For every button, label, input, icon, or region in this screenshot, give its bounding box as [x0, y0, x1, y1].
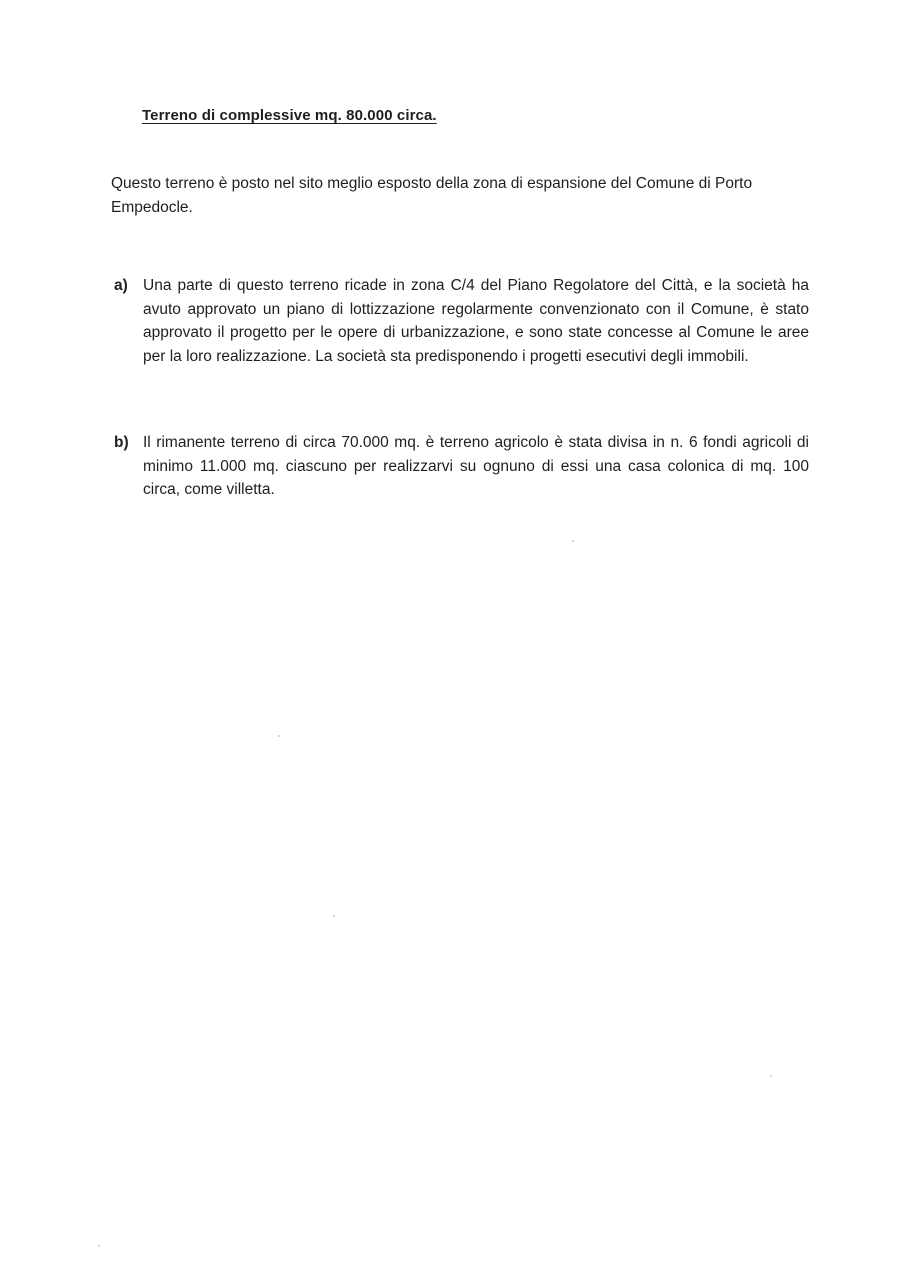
- scan-speck: [278, 735, 280, 737]
- scan-speck: [98, 1245, 100, 1247]
- document-title: Terreno di complessive mq. 80.000 circa.: [142, 107, 437, 124]
- scan-speck: [770, 1075, 772, 1077]
- scan-speck: [572, 540, 574, 542]
- intro-paragraph: Questo terreno è posto nel sito meglio esposto della zona di espansione del Comune di Porto Empedocle.: [111, 175, 753, 216]
- list-text-b: Il rimanente terreno di circa 70.000 mq. è terreno agricolo è stata divisa in n. 6 fondi agricoli di minimo 11.000 mq. ciascuno per realizzarvi su ognuno di essi una casa colonica di mq. 100 circa, come villetta.: [143, 434, 809, 498]
- list-marker-b: b): [114, 434, 129, 451]
- list-text-a: Una parte di questo terreno ricade in zona C/4 del Piano Regolatore del Città, e la società ha avuto approvato un piano di lottizzazione regolarmente convenzionato con il Comune, è stato approvato il progetto per le opere di urbanizzazione, e sono state concesse al Comune le aree per la loro realizzazione. La società sta predisponendo i progetti esecutivi degli immobili.: [143, 277, 809, 365]
- scan-speck: [333, 915, 335, 917]
- list-marker-a: a): [114, 277, 128, 294]
